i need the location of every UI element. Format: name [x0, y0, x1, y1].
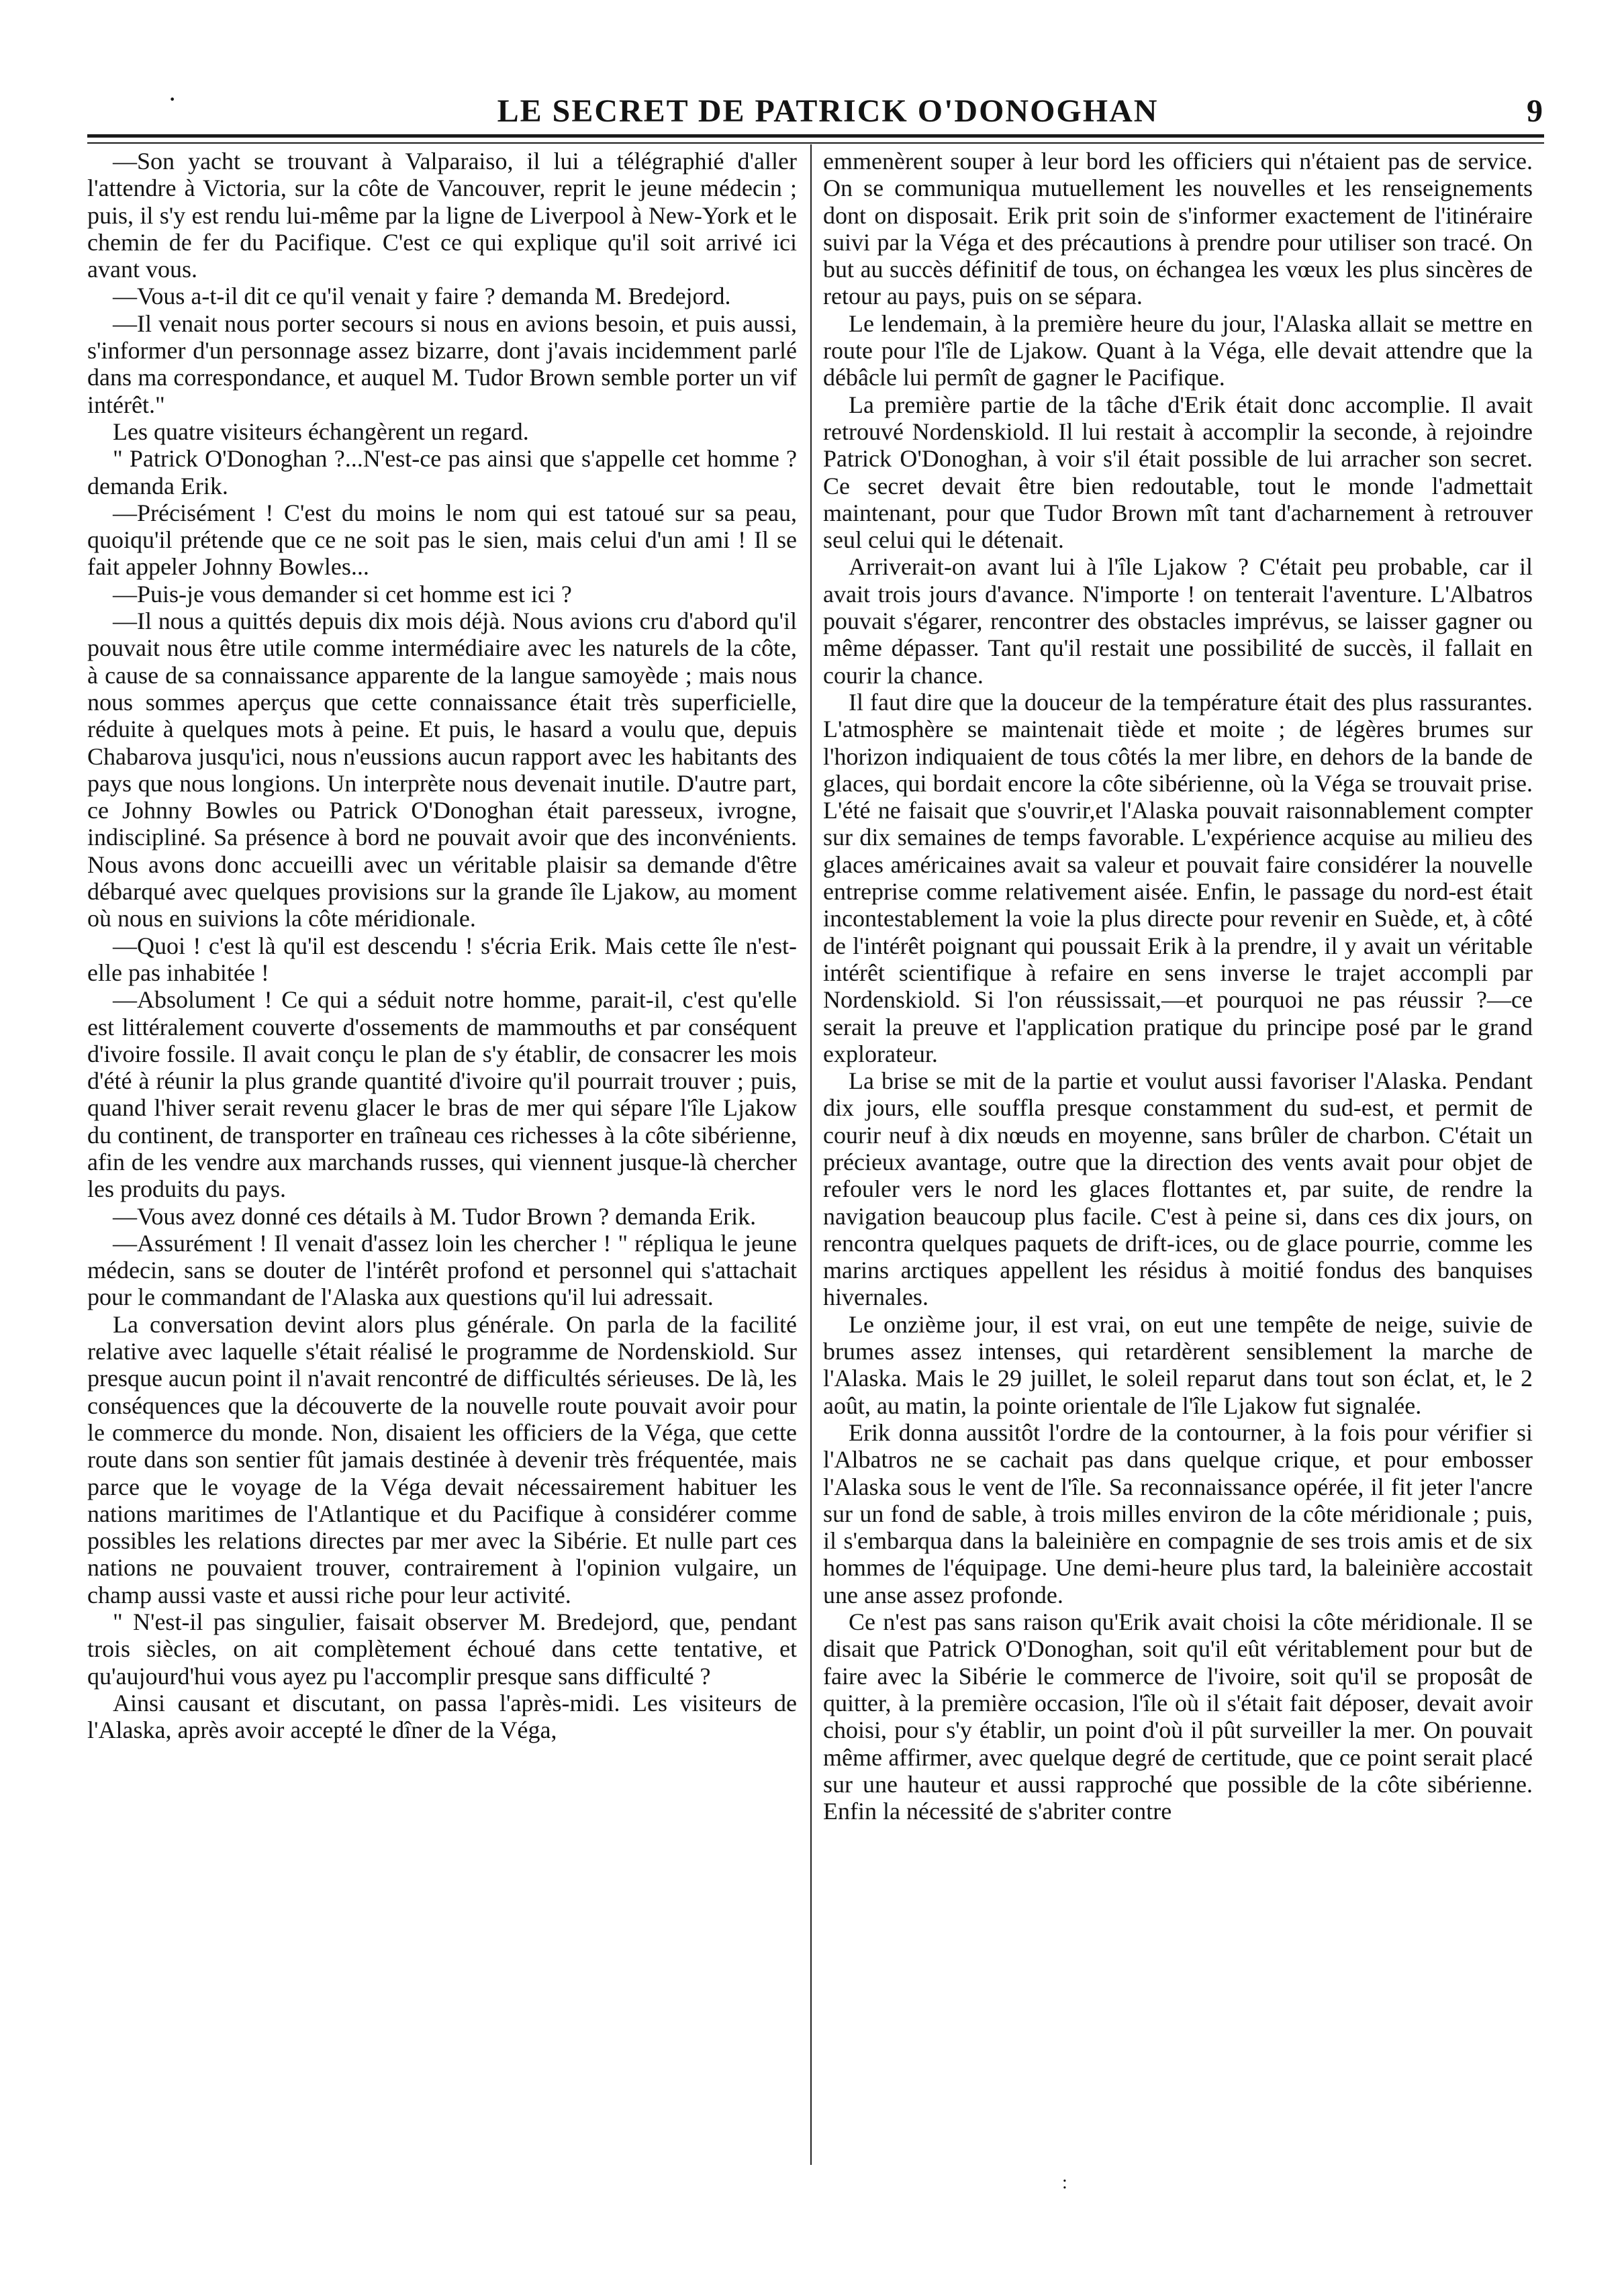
paragraph: Ainsi causant et discutant, on passa l'après-midi. Les visiteurs de l'Alaska, après avoir accepté le dîner de la Véga,	[87, 1689, 797, 1744]
paragraph: Erik donna aussitôt l'ordre de la contourner, à la fois pour vérifier si l'Albatros ne se cachait pas dans quelque crique, et pour embosser l'Alaska sous le vent de l'île. Sa reconnaissance opérée, il fit jeter l'ancre sur un fond de sable, à trois milles environ de la côte méridionale ; puis, il s'embarqua dans la baleinière en compagnie de ses trois amis et de six hommes de l'équipage. Une demi-heure plus tard, la baleinière accostait une anse assez profonde.	[823, 1418, 1533, 1608]
paragraph: La brise se mit de la partie et voulut aussi favoriser l'Alaska. Pendant dix jours, elle souffla presque constamment du sud-est, et permit de courir neuf à dix nœuds en moyenne, sans brûler de charbon. C'était un précieux avantage, outre que la direction des vents avait pour objet de refouler vers le nord les glaces flottantes et, par suite, de rendre la navigation beaucoup plus facile. C'est à peine si, dans ces dix jours, on rencontra quelques paquets de drift-ices, ou de glace pourrie, comme les marins arctiques appellent les résidus à moitié fondus des banquises hivernales.	[823, 1067, 1533, 1311]
page-number: 9	[1527, 93, 1543, 129]
header-dot: ·	[168, 84, 177, 114]
paragraph: —Quoi ! c'est là qu'il est descendu ! s'écria Erik. Mais cette île n'est-elle pas inhabitée !	[87, 932, 797, 986]
running-header	[113, 86, 1543, 134]
paragraph: Ce n'est pas sans raison qu'Erik avait choisi la côte méridionale. Il se disait que Patrick O'Donoghan, soit qu'il eût véritablement pour but de faire avec la Sibérie le commerce de l'ivoire, soit qu'il se proposât de quitter, à la première occasion, l'île où il s'était fait déposer, devait avoir choisi, pour s'y établir, un point d'où il pût surveiller la mer. On pouvait même affirmer, avec quelque degré de certitude, que ce point serait placé sur une hauteur et aussi rapproché que possible de la côte sibérienne. Enfin la nécessité de s'abriter contre	[823, 1608, 1533, 1825]
paragraph: —Précisément ! C'est du moins le nom qui est tatoué sur sa peau, quoiqu'il prétende que ce ne soit pas le sien, mais celui d'un ami ! Il se fait appeler Johnny Bowles...	[87, 499, 797, 581]
paragraph: —Son yacht se trouvant à Valparaiso, il lui a télégraphié d'aller l'attendre à Victoria, sur la côte de Vancouver, reprit le jeune médecin ; puis, il s'y est rendu lui-même par la ligne de Liverpool à New-York et le chemin de fer du Pacifique. C'est ce qui explique qu'il soit arrivé ici avant vous.	[87, 148, 797, 283]
paragraph: —Puis-je vous demander si cet homme est ici ?	[113, 580, 572, 608]
paragraph: " N'est-il pas singulier, faisait observer M. Bredejord, que, pendant trois siècles, on ait complètement échoué dans cette tentative, et qu'aujourd'hui vous ayez pu l'accomplir presque sans difficulté ?	[87, 1608, 797, 1690]
paragraph: —Vous a-t-il dit ce qu'il venait y faire ? demanda M. Bredejord.	[113, 283, 731, 310]
paragraph: emmenèrent souper à leur bord les officiers qui n'étaient pas de service. On se communiqua mutuellement les nouvelles et les renseignements dont on disposait. Erik prit soin de s'informer exactement de l'itinéraire suivi par la Véga et des précautions à prendre pour utiliser son tracé. On but au succès définitif de tous, on échangea les vœux les plus sincères de retour au pays, puis on se sépara.	[823, 148, 1533, 310]
left-column	[87, 148, 797, 2162]
paragraph: —Il venait nous porter secours si nous en avions besoin, et puis aussi, s'informer d'un personnage assez bizarre, dont j'avais incidemment parlé dans ma correspondance, et auquel M. Tudor Brown semble porter un vif intérêt."	[87, 309, 797, 418]
paragraph: —Assurément ! Il venait d'assez loin les chercher ! " répliqua le jeune médecin, sans se douter de l'intérêt profond et personnel qui s'attachait pour le commandant de l'Alaska aux questions qu'il lui adressait.	[87, 1229, 797, 1311]
column-divider	[810, 144, 812, 2165]
right-column	[823, 148, 1533, 2162]
running-title: LE SECRET DE PATRICK O'DONOGHAN	[497, 93, 1159, 129]
paragraph: Arriverait-on avant lui à l'île Ljakow ? C'était peu probable, car il avait trois jours d'avance. N'importe ! on tenterait l'aventure. L'Albatros pouvait s'égarer, rencontrer des obstacles imprévus, se laisser gagner ou même dépasser. Tant qu'il restait une possibilité de succès, il fallait en courir la chance.	[823, 553, 1533, 689]
paragraph: La première partie de la tâche d'Erik était donc accomplie. Il avait retrouvé Nordenskiold. Il lui restait à accomplir la seconde, à rejoindre Patrick O'Donoghan, à voir s'il était possible de lui arracher son secret. Ce secret devait être bien redoutable, tout le monde l'admettait maintenant, pour que Tudor Brown mît tant d'acharnement à retrouver seul celui qui le détenait.	[823, 391, 1533, 554]
paragraph: Le onzième jour, il est vrai, on eut une tempête de neige, suivie de brumes assez intenses, qui retardèrent sensiblement la marche de l'Alaska. Mais le 29 juillet, le soleil reparut dans tout son éclat, et, le 2 août, au matin, la pointe orientale de l'île Ljakow fut signalée.	[823, 1310, 1533, 1419]
header-rule-thin	[87, 142, 1544, 144]
paragraph: —Vous avez donné ces détails à M. Tudor Brown ? demanda Erik.	[113, 1202, 757, 1230]
paragraph: —Il nous a quittés depuis dix mois déjà. Nous avions cru d'abord qu'il pouvait nous être utile comme intermédiaire avec les naturels de la côte, à cause de sa connaissance apparente de la langue samoyède ; mais nous nous sommes aperçus que cette connaissance était très superficielle, réduite à quelques mots à peine. Et puis, le hasard a voulu que, depuis Chabarova jusqu'ici, nous n'eussions aucun rapport avec les habitants des pays que nous longions. Un interprète nous devenait inutile. D'autre part, ce Johnny Bowles ou Patrick O'Donoghan était paresseux, ivrogne, indiscipliné. Sa présence à bord ne pouvait avoir que des inconvénients. Nous avons donc accueilli avec un véritable plaisir sa demande d'être débarqué avec quelques provisions sur la grande île Ljakow, au moment où nous en suivions la côte méridionale.	[87, 608, 797, 932]
paragraph: —Absolument ! Ce qui a séduit notre homme, parait-il, c'est qu'elle est littéralement couverte d'ossements de mammouths et par conséquent d'ivoire fossile. Il avait conçu le plan de s'y établir, de consacrer les mois d'été à réunir la plus grande quantité d'ivoire qu'il pourrait trouver ; puis, quand l'hiver serait revenu glacer le bras de mer qui sépare l'île Ljakow du continent, de transporter en traîneau ces richesses à la côte sibérienne, afin de les vendre aux marchands russes, qui viennent jusque-là chercher les produits du pays.	[87, 986, 797, 1203]
paragraph: Il faut dire que la douceur de la température était des plus rassurantes. L'atmosphère se maintenait tiède et moite ; de légères brumes sur l'horizon indiquaient de tous côtés la mer libre, en dehors de la bande de glaces, qui bordait encore la côte sibérienne, où la Véga se trouvait prise. L'été ne faisait que s'ouvrir,et l'Alaska pouvait raisonnablement compter sur dix semaines de temps favorable. L'expérience acquise au milieu des glaces américaines avait sa valeur et pouvait faire considérer la nouvelle entreprise comme relativement aisée. Enfin, le passage du nord-est était incontestablement la voie la plus directe pour revenir en Suède, et, à côté de l'intérêt poignant qui poussait Erik à la prendre, il y avait un véritable intérêt scientifique à refaire en sens inverse le trajet accompli par Nordenskiold. Si l'on réussissait,—et pourquoi ne pas réussir ?—ce serait la preuve et l'application pratique du principe posé par le grand explorateur.	[823, 688, 1533, 1067]
paragraph: Les quatre visiteurs échangèrent un regard.	[113, 418, 529, 445]
footer-mark: :	[1062, 2172, 1067, 2193]
paragraph: Le lendemain, à la première heure du jour, l'Alaska allait se mettre en route pour l'île de Ljakow. Quant à la Véga, elle devait attendre que la débâcle lui permît de gagner le Pacifique.	[823, 309, 1533, 391]
header-rule-thick	[87, 134, 1544, 138]
paragraph: La conversation devint alors plus générale. On parla de la facilité relative avec laquelle s'était réalisé le programme de Nordenskiold. Sur presque aucun point il n'avait rencontré de difficultés sérieuses. De là, les conséquences que la découverte de la nouvelle route pouvait avoir pour le commerce du monde. Non, disaient les officiers de la Véga, que cette route dans son sentier fût jamais destinée à devenir très fréquentée, mais parce que le voyage de la Véga devait nécessairement habituer les nations maritimes de l'Atlantique et du Pacifique à considérer comme possibles les relations directes par mer avec la Sibérie. Et nulle part ces nations ne pouvaient trouver, contrairement à l'opinion vulgaire, un champ aussi vaste et aussi riche pour leur activité.	[87, 1310, 797, 1608]
paragraph: " Patrick O'Donoghan ?...N'est-ce pas ainsi que s'appelle cet homme ? demanda Erik.	[87, 445, 797, 499]
